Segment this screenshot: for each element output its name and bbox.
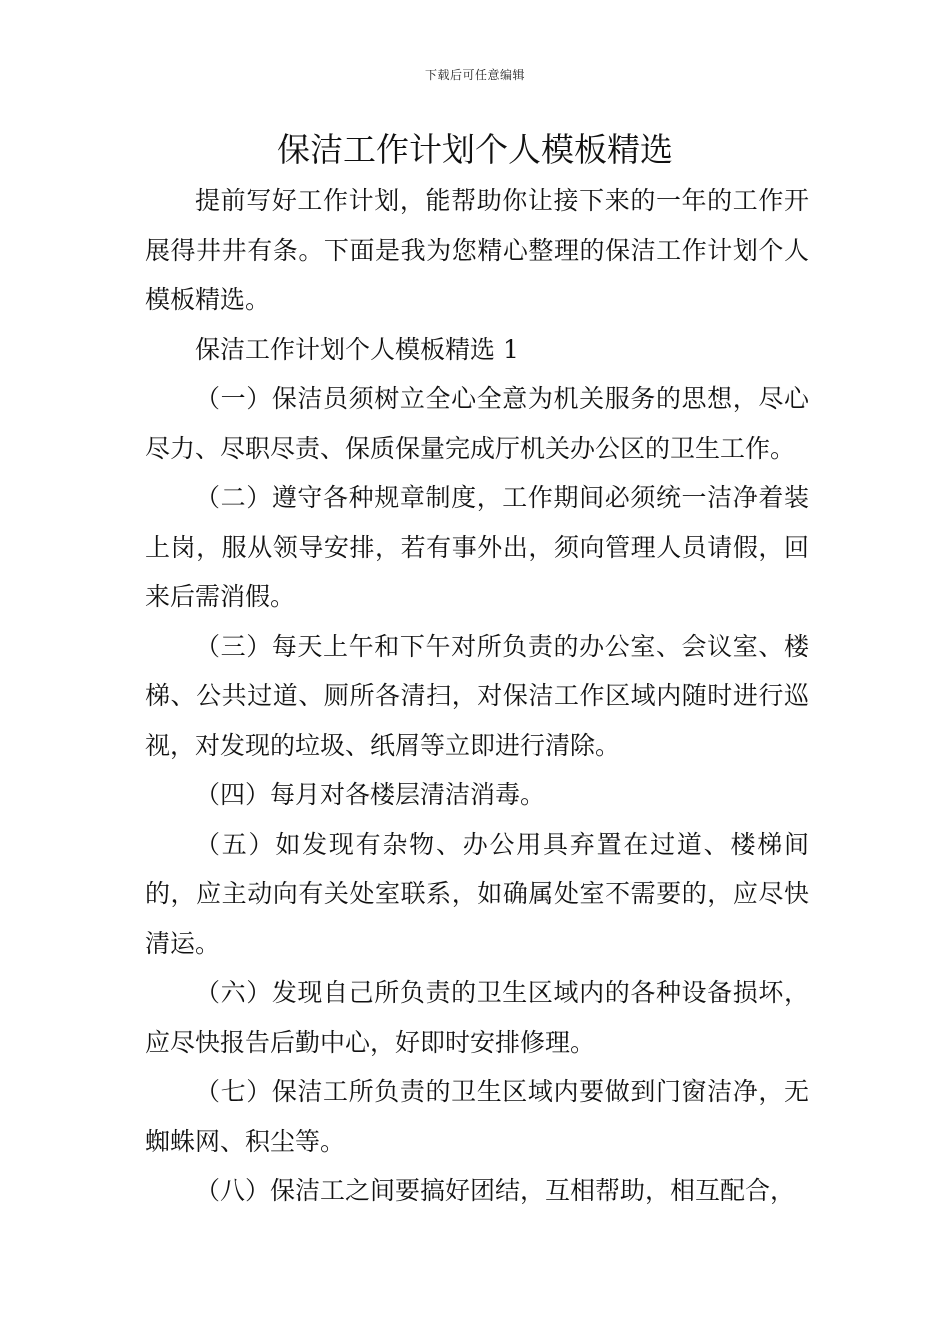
paragraph-item-1: （一）保洁员须树立全心全意为机关服务的思想，尽心尽力、尽职尽责、保质保量完成厅机关办公区的卫生工作。 — [145, 384, 809, 463]
paragraph-item-4: （四）每月对各楼层清洁消毒。 — [195, 780, 546, 809]
document-body — [145, 176, 809, 1216]
paragraph-item-7: （七）保洁工所负责的卫生区域内要做到门窗洁净，无蜘蛛网、积尘等。 — [145, 1077, 809, 1156]
paragraph-intro: 提前写好工作计划，能帮助你让接下来的一年的工作开展得井井有条。下面是我为您精心整理的保洁工作计划个人模板精选。 — [145, 186, 809, 314]
paragraph-item-6: （六）发现自己所负责的卫生区域内的各种设备损坏，应尽快报告后勤中心，好即时安排修理。 — [145, 978, 809, 1057]
header-note: 下载后可任意编辑 — [424, 68, 525, 82]
paragraph-item-3: （三）每天上午和下午对所负责的办公室、会议室、楼梯、公共过道、厕所各清扫，对保洁工作区域内随时进行巡视，对发现的垃圾、纸屑等立即进行清除。 — [145, 631, 809, 760]
paragraph-item-2: （二）遵守各种规章制度，工作期间必须统一洁净着装上岗，服从领导安排，若有事外出，须向管理人员请假，回来后需消假。 — [145, 483, 809, 611]
document-title: 保洁工作计划个人模板精选 — [277, 130, 673, 169]
paragraph-item-5: （五）如发现有杂物、办公用具弃置在过道、楼梯间的，应主动向有关处室联系，如确属处室不需要的，应尽快清运。 — [145, 829, 809, 958]
section-heading: 保洁工作计划个人模板精选 1 — [195, 334, 519, 364]
paragraph-item-8: （八）保洁工之间要搞好团结，互相帮助，相互配合， — [195, 1176, 796, 1205]
